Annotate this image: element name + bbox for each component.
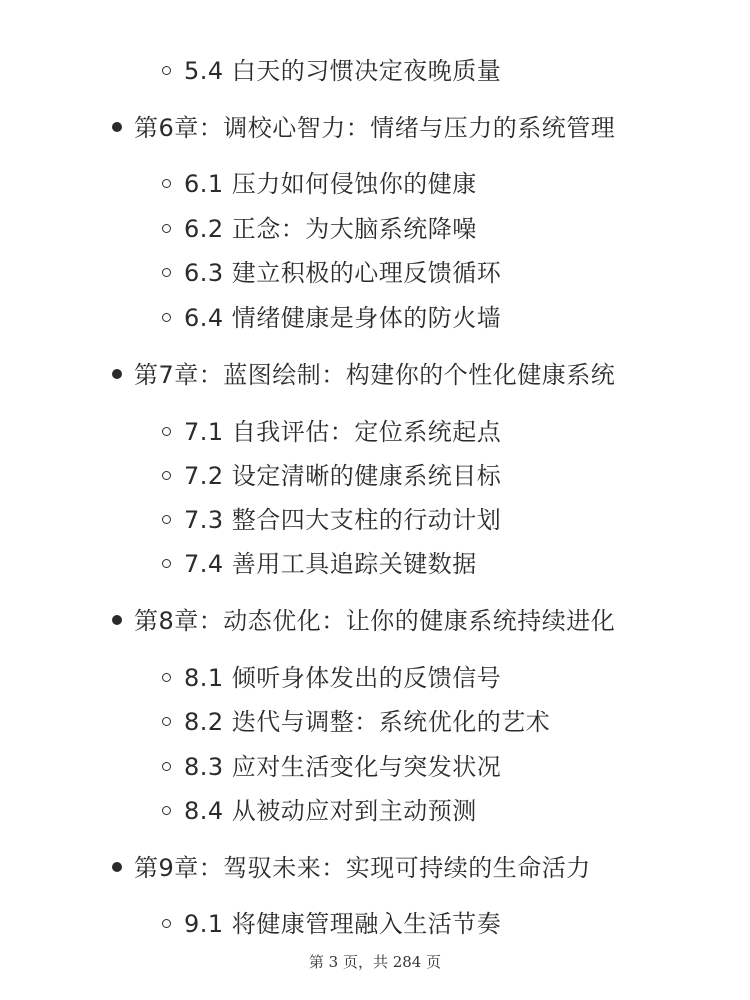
circle-bullet-icon [162, 427, 171, 436]
toc-item-text: 7.1 自我评估：定位系统起点 [184, 418, 502, 446]
toc-section-7-2 [162, 458, 501, 494]
page-number-footer: 第 3 页，共 284 页 [308, 953, 442, 971]
disc-bullet-icon [112, 122, 122, 132]
toc-section-7-4 [162, 546, 477, 582]
circle-bullet-icon [162, 224, 171, 233]
circle-bullet-icon [162, 673, 171, 682]
toc-item-text: 8.2 迭代与调整：系统优化的艺术 [184, 708, 551, 736]
toc-section-7-1 [162, 414, 501, 450]
toc-item-text: 第7章：蓝图绘制：构建你的个性化健康系统 [134, 361, 616, 389]
toc-section-6-4 [162, 300, 501, 336]
toc-chapter-9 [112, 850, 591, 886]
toc-section-8-1 [162, 660, 501, 696]
toc-item-text: 5.4 白天的习惯决定夜晚质量 [184, 57, 502, 85]
toc-item-text: 8.1 倾听身体发出的反馈信号 [184, 664, 502, 692]
toc-item-text: 8.4 从被动应对到主动预测 [184, 797, 477, 825]
circle-bullet-icon [162, 179, 171, 188]
circle-bullet-icon [162, 762, 171, 771]
circle-bullet-icon [162, 313, 171, 322]
toc-section-7-3 [162, 502, 501, 538]
circle-bullet-icon [162, 471, 171, 480]
circle-bullet-icon [162, 66, 171, 75]
toc-section-6-1 [162, 166, 477, 202]
toc-item-text: 第9章：驾驭未来：实现可持续的生命活力 [134, 854, 591, 882]
toc-section-9-1 [162, 906, 501, 942]
toc-item-text: 8.3 应对生活变化与突发状况 [184, 753, 502, 781]
toc-item-text: 9.1 将健康管理融入生活节奏 [184, 910, 502, 938]
toc-item-text: 6.3 建立积极的心理反馈循环 [184, 259, 502, 287]
toc-section-8-4 [162, 793, 477, 829]
circle-bullet-icon [162, 268, 171, 277]
disc-bullet-icon [112, 369, 122, 379]
toc-section-8-2 [162, 704, 550, 740]
circle-bullet-icon [162, 515, 171, 524]
toc-item-text: 7.3 整合四大支柱的行动计划 [184, 506, 502, 534]
toc-chapter-8 [112, 603, 615, 639]
toc-item-text: 7.4 善用工具追踪关键数据 [184, 550, 477, 578]
toc-section-8-3 [162, 749, 501, 785]
toc-item-text: 6.4 情绪健康是身体的防火墙 [184, 304, 502, 332]
toc-item-text: 6.1 压力如何侵蚀你的健康 [184, 170, 477, 198]
toc-item-text: 6.2 正念：为大脑系统降噪 [184, 215, 477, 243]
toc-section-6-3 [162, 255, 501, 291]
toc-item-text: 第6章：调校心智力：情绪与压力的系统管理 [134, 114, 616, 142]
circle-bullet-icon [162, 919, 171, 928]
toc-item-text: 7.2 设定清晰的健康系统目标 [184, 462, 502, 490]
circle-bullet-icon [162, 559, 171, 568]
disc-bullet-icon [112, 615, 122, 625]
toc-chapter-7 [112, 357, 615, 393]
toc-item-text: 第8章：动态优化：让你的健康系统持续进化 [134, 607, 616, 635]
toc-section-6-2 [162, 211, 477, 247]
circle-bullet-icon [162, 806, 171, 815]
toc-chapter-6 [112, 110, 615, 146]
circle-bullet-icon [162, 717, 171, 726]
disc-bullet-icon [112, 862, 122, 872]
toc-section-5-4 [162, 53, 501, 89]
